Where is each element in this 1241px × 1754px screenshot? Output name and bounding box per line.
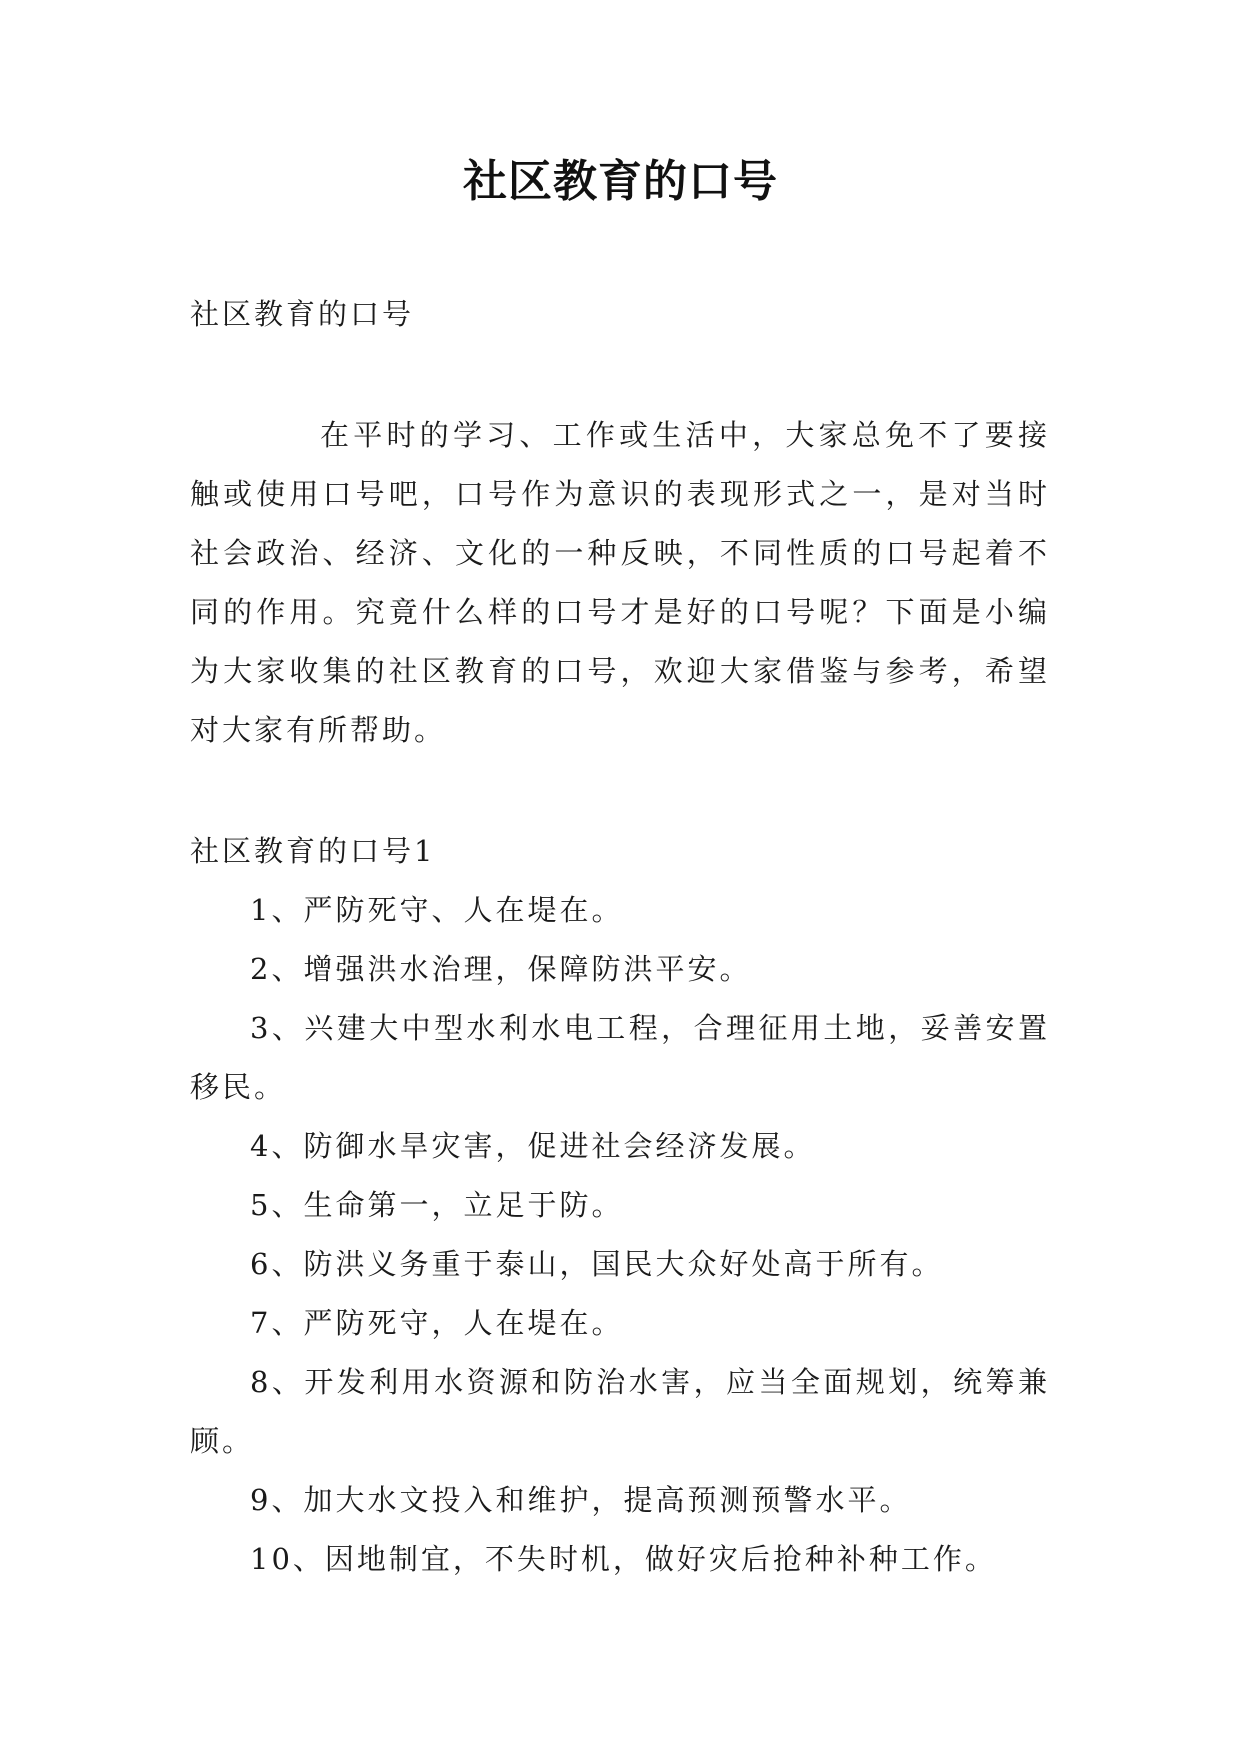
slogan-item: 7、严防死守，人在堤在。 [250,1306,624,1340]
document-title: 社区教育的口号 [463,156,778,207]
slogan-item: 1、严防死守、人在堤在。 [250,893,624,927]
document-body [190,285,1050,1589]
slogan-item: 10、因地制宜，不失时机，做好灾后抢种补种工作。 [250,1542,997,1576]
slogan-item: 2、增强洪水治理，保障防洪平安。 [250,952,752,986]
slogan-item: 5、生命第一，立足于防。 [250,1188,624,1222]
section-title: 社区教育的口号1 [190,834,436,868]
slogan-item: 9、加大水文投入和维护，提高预测预警水平。 [250,1483,912,1517]
document-subheading: 社区教育的口号 [190,297,415,331]
slogan-item: 8、开发利用水资源和防治水害，应当全面规划，统筹兼顾。 [190,1365,1050,1458]
slogan-item: 3、兴建大中型水利水电工程，合理征用土地，妥善安置移民。 [190,1011,1050,1104]
slogan-item: 6、防洪义务重于泰山，国民大众好处高于所有。 [250,1247,944,1281]
slogan-item: 4、防御水旱灾害，促进社会经济发展。 [250,1129,816,1163]
intro-paragraph: 在平时的学习、工作或生活中，大家总免不了要接触或使用口号吧，口号作为意识的表现形式之一，是对当时社会政治、经济、文化的一种反映，不同性质的口号起着不同的作用。究竟什么样的口号才是好的口号呢？下面是小编为大家收集的社区教育的口号，欢迎大家借鉴与参考，希望对大家有所帮助。 [190,418,1050,747]
